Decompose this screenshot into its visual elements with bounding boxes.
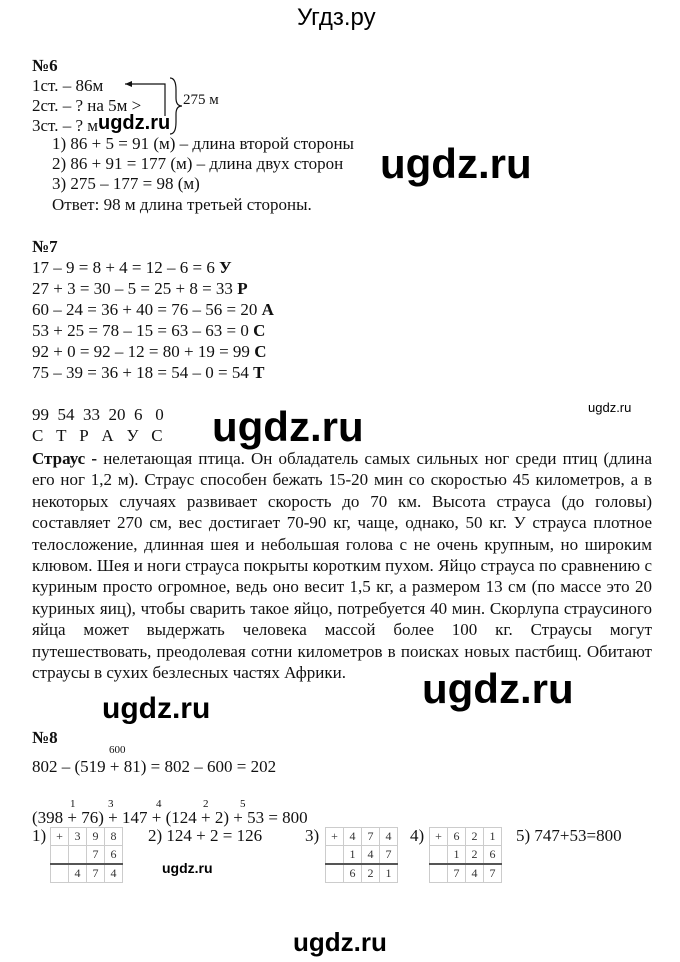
digit-cell: 7: [484, 864, 502, 883]
digit-cell: 2: [466, 828, 484, 846]
watermark: ugdz.ru: [380, 140, 532, 187]
term: Страус -: [32, 449, 98, 468]
letter: Р: [237, 279, 248, 298]
letter: С: [253, 321, 266, 340]
letter: У: [219, 258, 232, 277]
digit-cell: 3: [69, 828, 87, 846]
order-mark: 2: [203, 798, 209, 810]
digit-cell: [430, 864, 448, 883]
solution-step: 1) 86 + 5 = 91 (м) – длина второй стороны: [52, 134, 354, 153]
digit-cell: [51, 864, 69, 883]
digit-cell: 6: [448, 828, 466, 846]
ostrich-text: [32, 448, 652, 683]
letter: Т: [253, 363, 265, 382]
digit-cell: 4: [105, 864, 123, 883]
solution-step: 3) 275 – 177 = 98 (м): [52, 174, 200, 193]
letter-row: С Т Р А У С: [32, 426, 163, 445]
step-label: 2) 124 + 2 = 126: [148, 826, 263, 845]
equation-row: [32, 300, 274, 320]
step-label: 5) 747+53=800: [516, 826, 622, 845]
order-mark: 4: [156, 798, 162, 810]
footer-watermark: ugdz.ru: [293, 927, 387, 957]
digit-cell: 7: [362, 828, 380, 846]
column-addition-1: [50, 827, 123, 883]
watermark: ugdz.ru: [98, 112, 171, 134]
digit-cell: 6: [484, 846, 502, 865]
task-7-title: №7: [32, 237, 58, 256]
digit-cell: 1: [380, 864, 398, 883]
digit-cell: 9: [87, 828, 105, 846]
expr: 60 – 24 = 36 + 40 = 76 – 56 = 20: [32, 300, 258, 319]
column-addition-3: [325, 827, 398, 883]
expr: 53 + 25 = 78 – 15 = 63 – 63 = 0: [32, 321, 249, 340]
column-addition-4: [429, 827, 502, 883]
letter: А: [261, 300, 274, 319]
digit-cell: [326, 864, 344, 883]
digit-cell: 7: [87, 846, 105, 865]
condition-line: 1ст. – 86м: [32, 76, 104, 95]
digit-cell: 2: [466, 846, 484, 865]
total-length: 275 м: [183, 92, 219, 108]
digit-cell: 4: [344, 828, 362, 846]
digit-cell: [69, 846, 87, 865]
digit-cell: +: [430, 828, 448, 846]
equation-row: [32, 279, 248, 299]
digit-cell: 4: [466, 864, 484, 883]
equation-row: [32, 363, 264, 383]
step-result: 600: [109, 744, 126, 756]
digit-cell: 1: [344, 846, 362, 865]
expr: 92 + 0 = 92 – 12 = 80 + 19 = 99: [32, 342, 250, 361]
condition-line: 3ст. – ? м: [32, 116, 98, 135]
watermark: ugdz.ru: [588, 400, 632, 415]
task-8-title: №8: [32, 728, 58, 747]
digit-cell: 4: [362, 846, 380, 865]
digit-cell: 6: [344, 864, 362, 883]
digit-cell: +: [51, 828, 69, 846]
digit-cell: 4: [69, 864, 87, 883]
digit-cell: 6: [105, 846, 123, 865]
expr: 75 – 39 = 36 + 18 = 54 – 0 = 54: [32, 363, 249, 382]
equation-row: [32, 258, 232, 278]
order-mark: 5: [240, 798, 246, 810]
order-mark: 1: [70, 798, 76, 810]
digit-cell: [326, 846, 344, 865]
watermark: ugdz.ru: [422, 665, 574, 712]
condition-line: 2ст. – ? на 5м >: [32, 96, 142, 115]
watermark: ugdz.ru: [162, 860, 213, 876]
equation-row: [32, 342, 266, 362]
expr: 17 – 9 = 8 + 4 = 12 – 6 = 6: [32, 258, 215, 277]
order-mark: 3: [108, 798, 114, 810]
step-label: 1): [32, 826, 47, 845]
digit-cell: 4: [380, 828, 398, 846]
site-header: Угдз.ру: [297, 4, 376, 31]
letter: С: [254, 342, 267, 361]
digit-cell: 7: [87, 864, 105, 883]
digit-cell: 8: [105, 828, 123, 846]
digit-cell: 7: [380, 846, 398, 865]
digit-cell: 7: [448, 864, 466, 883]
watermark: ugdz.ru: [212, 403, 364, 450]
step-label: 3): [305, 826, 320, 845]
task-6-title: №6: [32, 56, 58, 75]
digit-cell: [51, 846, 69, 865]
description: нелетающая птица. Он обладатель самых сильных ног среди птиц (длина его ног 1,2 м). Страус способен бежать 15-20 мин со скоростью 45 километров, а в некоторых случаях развивает скорость до 70 км. Высота страуса (до головы) составляет 270 см, вес достигает 70-90 кг, чаще, однако, 50 кг. У страуса плотное телосложение, длинная шея и небольшая голова с не очень крупным, но широким клювом. Шея и ноги страуса покрыты коротким пухом. Яйцо страуса по сравнению с куриным просто огромное, ведь оно весит 1,5 кг, а размером 13 см (по массе это 20 куриных яиц), чтобы сварить такое яйцо, потребуется 40 мин. Скорлупа страусиного яйца может выдержать человека массой более 100 кг. Страусы могут путешествовать, преодолевая сотни километров в поисках новых пастбищ. Обитают страусы в сухих безлесных частях Африки.: [32, 449, 652, 683]
expression-2: (398 + 76) + 147 + (124 + 2) + 53 = 800: [32, 808, 308, 827]
answer: Ответ: 98 м длина третьей стороны.: [52, 195, 312, 214]
watermark: ugdz.ru: [102, 692, 211, 725]
digit-cell: 1: [484, 828, 502, 846]
digit-cell: 2: [362, 864, 380, 883]
digit-cell: [430, 846, 448, 865]
digit-cell: 1: [448, 846, 466, 865]
equation-row: [32, 321, 265, 341]
expr: 27 + 3 = 30 – 5 = 25 + 8 = 33: [32, 279, 233, 298]
expression-1: 802 – (519 + 81) = 802 – 600 = 202: [32, 757, 277, 776]
solution-step: 2) 86 + 91 = 177 (м) – длина двух сторон: [52, 154, 344, 173]
step-label: 4): [410, 826, 425, 845]
number-row: 99 54 33 20 6 0: [32, 405, 164, 424]
digit-cell: +: [326, 828, 344, 846]
